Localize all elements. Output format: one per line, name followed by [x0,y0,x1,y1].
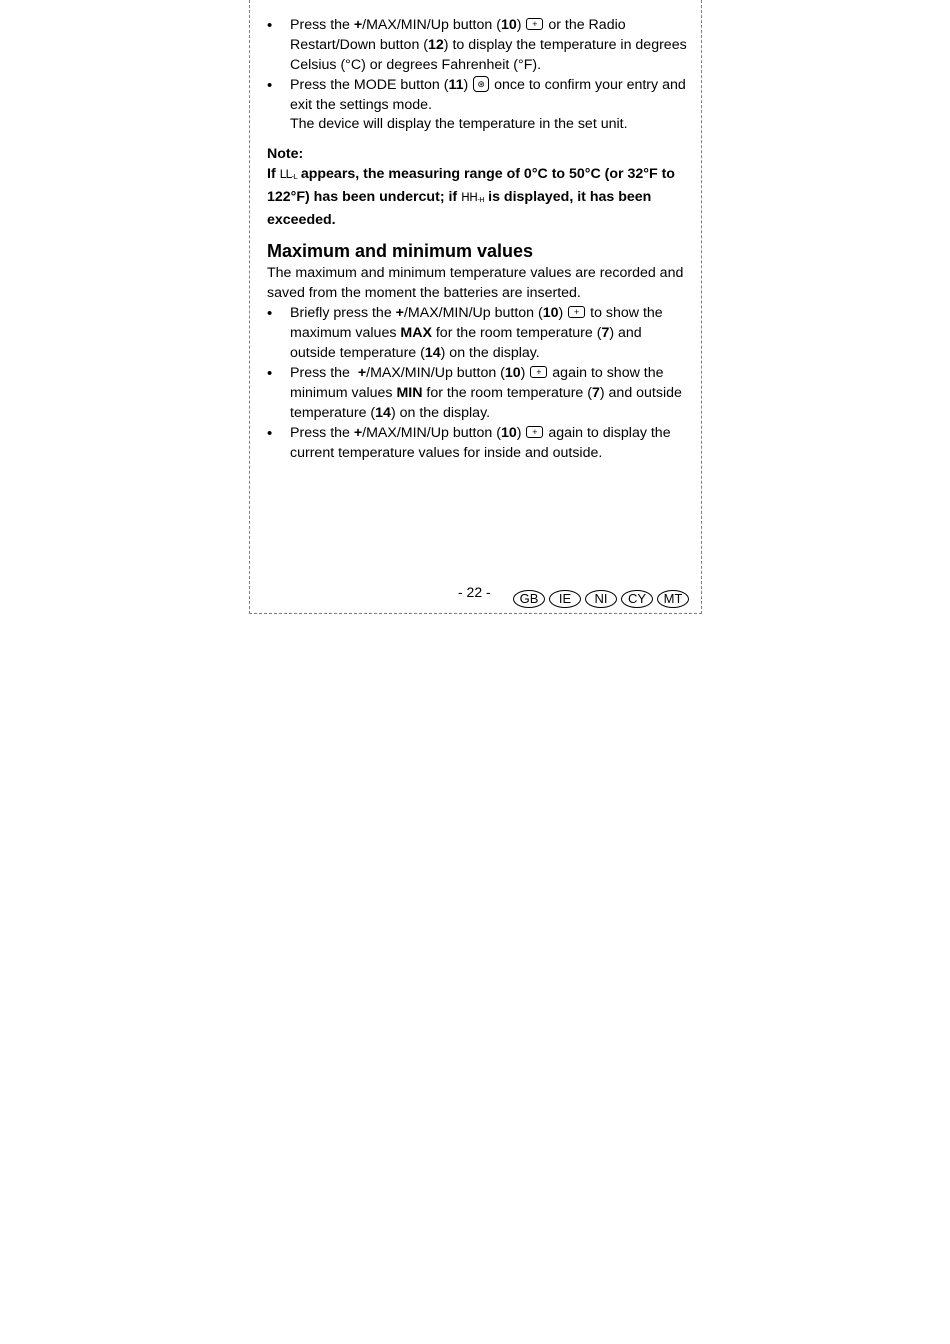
plus-button-icon: + [530,366,547,378]
text: ) [558,305,568,322]
button-number: 11 [448,76,464,93]
page-number: - 22 - [458,584,491,600]
lcd-text: LL [279,167,292,182]
text: ) [520,364,530,381]
country-codes [513,590,689,608]
country-badge-cy: CY [621,590,653,608]
page-footer [250,582,703,612]
page-content [267,16,687,464]
note-block [267,145,687,230]
mode-button-icon: ⊛ [473,76,489,92]
plus-symbol: + [353,17,363,33]
item-number: 14 [375,404,391,421]
text: is displayed, it has been exceeded. [267,188,652,228]
lcd-underrange-symbol [280,167,297,181]
text: again to show the minimum values [290,364,664,401]
button-number: 12 [428,36,444,53]
note-text [267,165,687,230]
lcd-overrange-symbol [461,190,484,204]
text: Press the [290,17,354,33]
text: Press the MODE button ( [290,76,449,93]
text: ) on the display. [390,404,491,421]
settings-instructions-list [267,16,687,135]
text: Briefly press the [290,305,396,322]
plus-button-icon: + [526,426,543,438]
plus-button-icon: + [526,18,543,30]
text: /MAX/MIN/Up button ( [362,17,501,33]
country-badge-ni: NI [585,590,617,608]
text: for the room temperature ( [431,324,602,341]
text: ) [463,76,473,93]
plus-symbol: + [353,424,363,441]
text: for the room temperature ( [422,384,592,401]
country-badge-ie: IE [549,590,581,608]
country-badge-gb: GB [513,590,545,608]
item-number: 14 [424,344,441,361]
item-number: 7 [601,324,610,341]
text: /MAX/MIN/Up button ( [403,305,543,322]
list-item [267,304,687,363]
country-badge-mt: MT [657,590,689,608]
lcd-text: HH [461,189,478,204]
plus-symbol: + [357,364,367,381]
text: /MAX/MIN/Up button ( [366,364,505,381]
text: ) [516,17,526,33]
lcd-subscript: -L [291,173,297,182]
button-number: 10 [504,364,521,381]
list-item [267,16,687,75]
section-heading: Maximum and minimum values [267,241,534,262]
list-item [267,424,687,464]
text: ) and outside temperature ( [290,384,682,421]
text: ) to display the temperature in degrees Celsius (°C) or degrees Fahrenheit (°F). [290,36,687,73]
text: to show the maximum values [290,305,663,341]
text: /MAX/MIN/Up button ( [362,424,501,441]
text: or the Radio Restart/Down button ( [290,17,626,53]
list-item [267,364,687,423]
text: If [267,166,280,183]
min-label: MIN [396,384,423,401]
button-number: 10 [542,305,559,322]
lcd-subscript: -H [477,195,485,204]
plus-button-icon: + [568,306,585,318]
button-number: 10 [500,17,517,33]
list-item [267,76,687,135]
max-min-instructions-list [267,304,687,463]
section-intro: The maximum and minimum temperature values are recorded and saved from the moment the batteries are inserted. [267,265,684,302]
text: ) [516,424,526,441]
max-label: MAX [400,324,432,341]
document-page [249,0,702,614]
text: appears, the measuring range of 0°C to 50°C (or 32°F to 122°F) has been undercut; if [267,166,675,205]
text: ) and outside temperature ( [290,324,642,361]
text: once to confirm your entry and exit the settings mode. [290,76,686,113]
item-number: 7 [591,384,600,401]
text: Press the [290,424,354,441]
text: Press the [290,364,358,381]
button-number: 10 [500,424,517,441]
text: The device will display the temperature in the set unit. [290,116,628,133]
text: again to display the current temperature values for inside and outside. [290,424,671,461]
plus-symbol: + [395,305,404,322]
text: ) on the display. [440,344,540,361]
note-heading: Note: [267,146,304,163]
